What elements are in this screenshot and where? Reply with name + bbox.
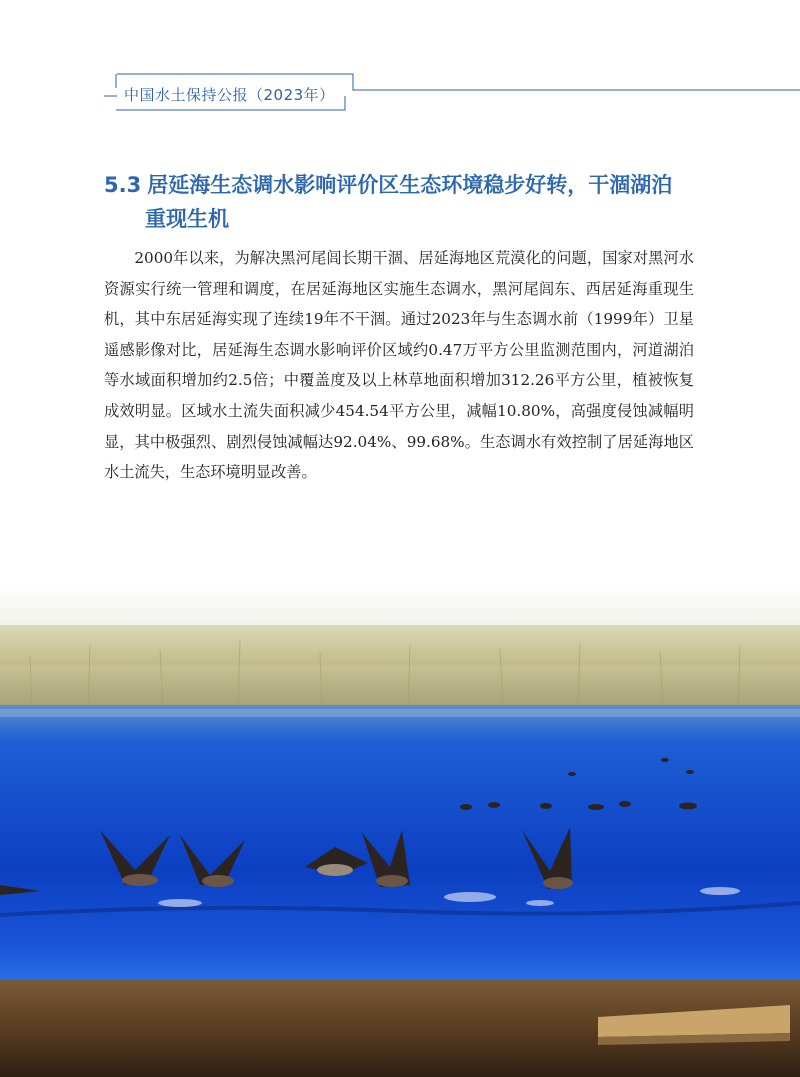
body-paragraph: 2000年以来，为解决黑河尾闾长期干涸、居延海地区荒漠化的问题，国家对黑河水资源实行统一管理和调度，在居延海地区实施生态调水，黑河尾闾东、西居延海重现生机，其中东居延海实现了连续19年不干涸。通过2023年与生态调水前（1999年）卫星遥感影像对比，居延海生态调水影响评价区域约0.47万平方公里监测范围内，河道湖泊等水域面积增加约2.5倍；中覆盖度及以上林草地面积增加312.26平方公里，植被恢复成效明显。区域水土流失面积减少454.54平方公里，减幅10.80%，高强度侵蚀减幅明显，其中极强烈、剧烈侵蚀减幅达92.04%、99.68%。生态调水有效控制了居延海地区水土流失，生态环境明显改善。 (104, 249, 694, 482)
publication-title: 中国水土保持公报（2023年） (124, 86, 335, 104)
running-header (0, 0, 800, 120)
reed-bank (0, 625, 800, 715)
section-heading (104, 168, 744, 236)
header-rule-ornament (0, 0, 800, 120)
section-title-line2: 重现生机 (145, 207, 229, 231)
section-title-line1: 居延海生态调水影响评价区生态环境稳步好转，干涸湖泊 (147, 173, 673, 197)
section-number: 5.3 (104, 173, 142, 197)
reed-reflection (0, 709, 800, 717)
lake-photo (0, 585, 800, 1077)
lake-illustration (0, 585, 800, 1077)
